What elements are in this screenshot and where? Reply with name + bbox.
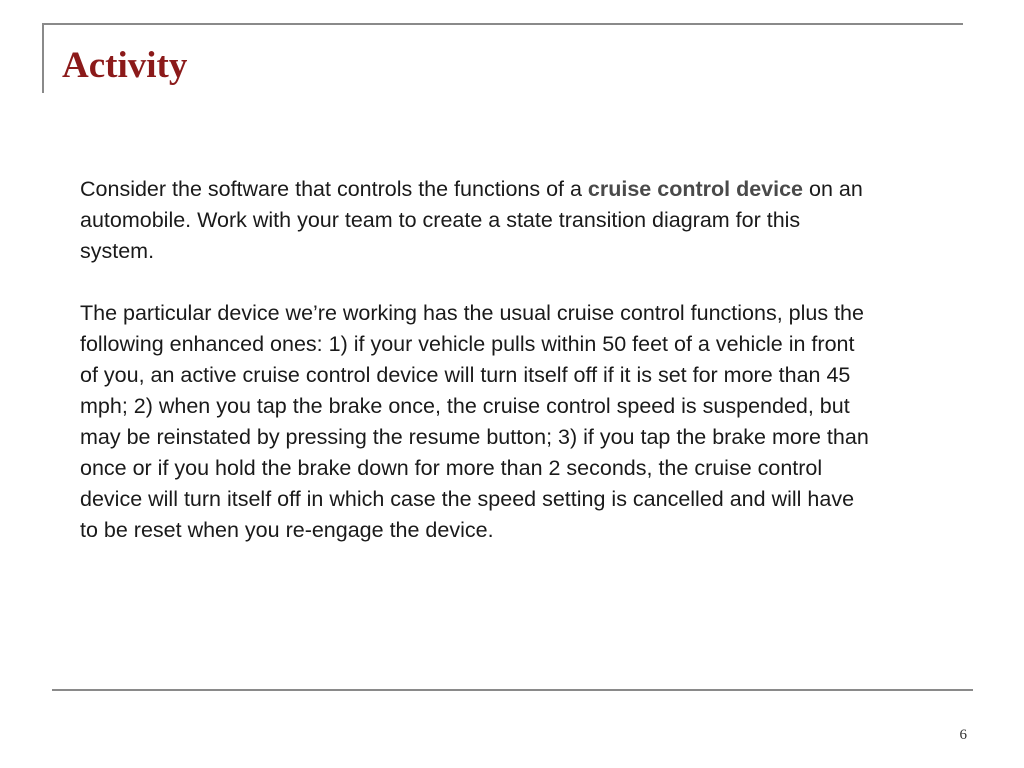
- top-divider-line: [42, 23, 963, 25]
- page-number: 6: [959, 727, 967, 743]
- body-paragraph-2: The particular device we’re working has the usual cruise control functions, plus the following enhanced ones: 1) if your vehicle pulls within 50 feet of a vehicle in front of you, an active cruise control device will turn itself off if it is set for more than 45 mph; 2) when you tap the brake once, the cruise control speed is suspended, but may be reinstated by pressing the resume button; 3) if you tap the brake more than once or if you hold the brake down for more than 2 seconds, the cruise control device will turn itself off in which case the speed setting is cancelled and will have to be reset when you re-engage the device.: [80, 301, 869, 542]
- slide-title: Activity: [62, 45, 188, 86]
- slide-body: [80, 174, 870, 546]
- body-paragraph-1: [80, 174, 870, 267]
- title-accent-bar: [42, 23, 44, 93]
- bottom-divider-line: [52, 689, 973, 691]
- paragraph-1-text-start: Consider the software that controls the functions of a: [80, 177, 588, 201]
- emphasis-cruise-control-device: cruise control device: [587, 177, 804, 201]
- paragraph-1-text-end: on an automobile. Work with your team to create a state transition diagram for this system.: [80, 177, 863, 263]
